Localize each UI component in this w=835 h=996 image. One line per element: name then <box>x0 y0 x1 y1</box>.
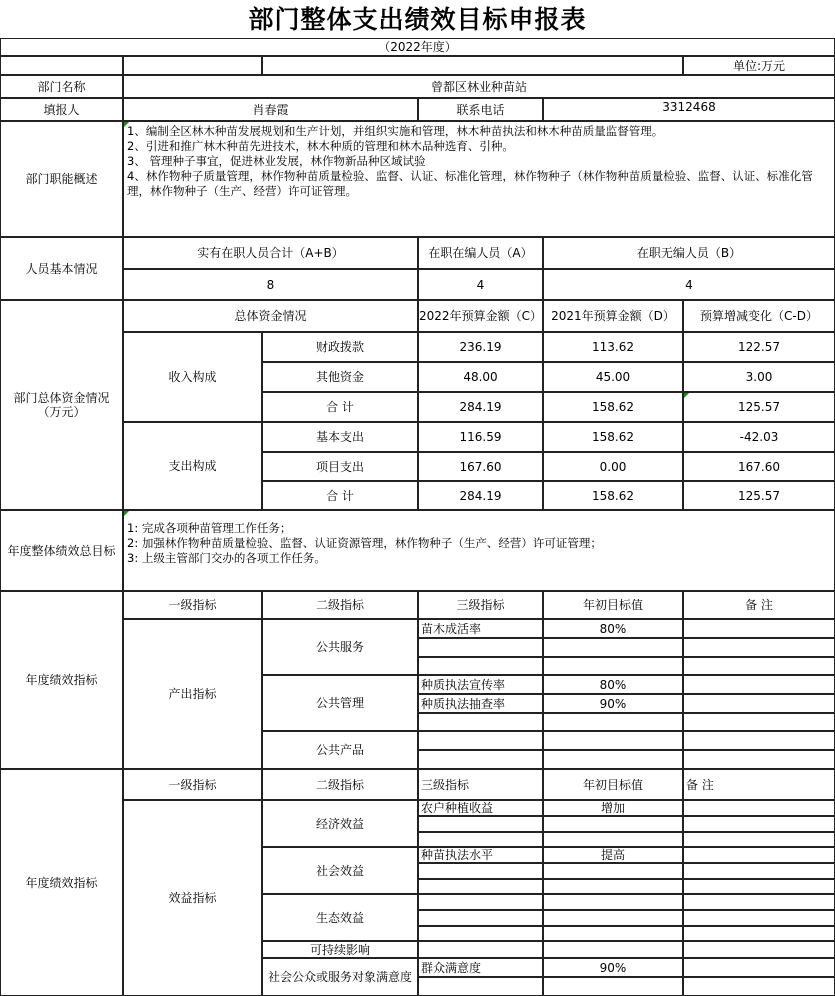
indicator-note <box>683 675 835 694</box>
perf-h1: 一级指标 <box>123 591 262 619</box>
indicator-name <box>418 926 543 941</box>
income-item-name: 其他资金 <box>262 362 418 392</box>
indicator-note <box>683 894 835 910</box>
functions-text: 1、编制全区林木种苗发展规划和生产计划，并组织实施和管理，林木种苗执法和林木种苗质量监督管理。 2、引进和推广林木种苗先进技术，林木种质的管理和林木品种选育、引种。 3、 管理种子事宜，促进林业发展，林作物新品种区域试验 4、林作物种子质量管理，林作物种苗质量检验、监督、认证、标准化管理，林作物种子（林作物种苗质量检验、监督、认证、标准化管理，林作物种子（生产、经营）许可证管理。 <box>123 121 835 237</box>
indicator-note <box>683 800 835 816</box>
indicator-name <box>418 894 543 910</box>
indicator-name <box>418 832 543 847</box>
expense-total-c: 284.19 <box>418 481 543 510</box>
indicator-note <box>683 941 835 958</box>
comment-marker <box>124 511 129 516</box>
col-d-header: 2021年预算金额（D） <box>543 300 683 332</box>
indicator-name <box>418 910 543 926</box>
indicator-note <box>683 731 835 750</box>
income-label: 收入构成 <box>123 332 262 422</box>
perf-benefit-label: 年度绩效指标 <box>0 769 123 996</box>
public-management-label: 公共管理 <box>262 675 418 731</box>
indicator-name: 苗木成活率 <box>418 619 543 638</box>
indicator-target: 80% <box>543 619 683 638</box>
indicator-target <box>543 832 683 847</box>
satisfaction-label: 社会公众或服务对象满意度 <box>262 958 418 996</box>
blank-cell <box>262 56 683 75</box>
indicator-note <box>683 926 835 941</box>
indicator-note <box>683 694 835 713</box>
indicator-note <box>683 657 835 675</box>
indicator-target <box>543 713 683 731</box>
indicator-target: 增加 <box>543 800 683 816</box>
staff-b-value: 4 <box>543 269 835 300</box>
staff-label: 人员基本情况 <box>0 237 123 300</box>
perf-h3: 三级指标 <box>418 769 543 800</box>
indicator-target <box>543 863 683 879</box>
income-total-name: 合 计 <box>262 392 418 422</box>
indicator-name <box>418 657 543 675</box>
perf-h3: 三级指标 <box>418 591 543 619</box>
indicator-note <box>683 958 835 977</box>
indicator-name <box>418 731 543 750</box>
funds-label: 部门总体资金情况 （万元） <box>0 300 123 510</box>
indicator-target <box>543 926 683 941</box>
expense-item-cd: -42.03 <box>683 422 835 452</box>
indicator-note <box>683 863 835 879</box>
expense-item-name: 基本支出 <box>262 422 418 452</box>
income-item-c: 236.19 <box>418 332 543 362</box>
perf-h1: 一级指标 <box>123 769 262 800</box>
goal-label: 年度整体绩效总目标 <box>0 510 123 591</box>
indicator-note <box>683 847 835 863</box>
indicator-target <box>543 816 683 832</box>
staff-a-label: 在职在编人员（A） <box>418 237 543 269</box>
staff-total-value: 8 <box>123 269 418 300</box>
income-item-c: 48.00 <box>418 362 543 392</box>
form-title: 部门整体支出绩效目标申报表 <box>248 5 587 34</box>
perf-h5: 备 注 <box>683 591 835 619</box>
sustainable-label: 可持续影响 <box>262 941 418 958</box>
indicator-target <box>543 750 683 769</box>
expense-item-name: 项目支出 <box>262 452 418 481</box>
indicator-target <box>543 894 683 910</box>
indicator-name <box>418 879 543 894</box>
functions-label: 部门职能概述 <box>0 121 123 237</box>
indicator-name <box>418 941 543 958</box>
filler-value: 肖春霞 <box>123 98 418 121</box>
perf-h2: 二级指标 <box>262 591 418 619</box>
expense-total-d: 158.62 <box>543 481 683 510</box>
indicator-name: 种质执法抽查率 <box>418 694 543 713</box>
indicator-target <box>543 941 683 958</box>
indicator-target: 90% <box>543 958 683 977</box>
income-total-d: 158.62 <box>543 392 683 422</box>
dept-name-value: 曾都区林业种苗站 <box>123 75 835 98</box>
expense-total-cd: 125.57 <box>683 481 835 510</box>
indicator-name <box>418 977 543 996</box>
ecological-label: 生态效益 <box>262 894 418 941</box>
perf-h4: 年初目标值 <box>543 769 683 800</box>
staff-a-value: 4 <box>418 269 543 300</box>
funds-overall-label: 总体资金情况 <box>123 300 418 332</box>
perf-h5: 备 注 <box>683 769 835 800</box>
income-item-cd: 3.00 <box>683 362 835 392</box>
phone-label: 联系电话 <box>418 98 543 121</box>
public-service-label: 公共服务 <box>262 619 418 675</box>
perf-benefit-l1: 效益指标 <box>123 800 262 996</box>
expense-total-name: 合 计 <box>262 481 418 510</box>
indicator-target: 80% <box>543 675 683 694</box>
perf-output-l1: 产出指标 <box>123 619 262 769</box>
expense-item-cd: 167.60 <box>683 452 835 481</box>
indicator-target <box>543 879 683 894</box>
perf-output-label: 年度绩效指标 <box>0 591 123 769</box>
income-item-d: 113.62 <box>543 332 683 362</box>
indicator-note <box>683 816 835 832</box>
indicator-name <box>418 863 543 879</box>
indicator-target: 90% <box>543 694 683 713</box>
indicator-note <box>683 879 835 894</box>
indicator-target <box>543 657 683 675</box>
dept-name-label: 部门名称 <box>0 75 123 98</box>
indicator-name <box>418 638 543 657</box>
indicator-note <box>683 750 835 769</box>
indicator-target <box>543 910 683 926</box>
indicator-name <box>418 713 543 731</box>
indicator-name: 种苗执法水平 <box>418 847 543 863</box>
economic-label: 经济效益 <box>262 800 418 847</box>
goal-text: 1: 完成各项种苗管理工作任务； 2: 加强林作物种苗质量检验、监督、认证资源管理，林作物种子（生产、经营）许可证管理； 3: 上级主管部门交办的各项工作任务。 <box>123 510 835 591</box>
indicator-note <box>683 977 835 996</box>
indicator-target <box>543 731 683 750</box>
filler-label: 填报人 <box>0 98 123 121</box>
col-c-header: 2022年预算金额（C） <box>418 300 543 332</box>
col-cd-header: 预算增减变化（C-D） <box>683 300 835 332</box>
perf-h2: 二级指标 <box>262 769 418 800</box>
indicator-target <box>543 977 683 996</box>
expense-label: 支出构成 <box>123 422 262 510</box>
income-item-name: 财政拨款 <box>262 332 418 362</box>
year-label: （2022年度） <box>0 38 835 56</box>
expense-item-d: 0.00 <box>543 452 683 481</box>
indicator-name: 农户种植收益 <box>418 800 543 816</box>
expense-item-c: 116.59 <box>418 422 543 452</box>
comment-marker <box>124 122 129 127</box>
indicator-note <box>683 910 835 926</box>
expense-item-c: 167.60 <box>418 452 543 481</box>
indicator-note <box>683 638 835 657</box>
public-product-label: 公共产品 <box>262 731 418 769</box>
staff-b-label: 在职无编人员（B） <box>543 237 835 269</box>
perf-h4: 年初目标值 <box>543 591 683 619</box>
indicator-name <box>418 750 543 769</box>
indicator-note <box>683 832 835 847</box>
income-item-d: 45.00 <box>543 362 683 392</box>
unit-label: 单位:万元 <box>683 56 835 75</box>
blank-cell <box>123 56 262 75</box>
income-item-cd: 122.57 <box>683 332 835 362</box>
indicator-name: 种质执法宣传率 <box>418 675 543 694</box>
social-label: 社会效益 <box>262 847 418 894</box>
phone-value: 3312468 <box>543 98 835 121</box>
indicator-target: 提高 <box>543 847 683 863</box>
expense-item-d: 158.62 <box>543 422 683 452</box>
income-total-cd: 125.57 <box>683 392 835 422</box>
indicator-name: 群众满意度 <box>418 958 543 977</box>
staff-total-label: 实有在职人员合计（A+B） <box>123 237 418 269</box>
indicator-note <box>683 713 835 731</box>
blank-cell <box>0 56 123 75</box>
comment-marker <box>684 393 689 398</box>
income-total-c: 284.19 <box>418 392 543 422</box>
indicator-note <box>683 619 835 638</box>
indicator-target <box>543 638 683 657</box>
indicator-name <box>418 816 543 832</box>
